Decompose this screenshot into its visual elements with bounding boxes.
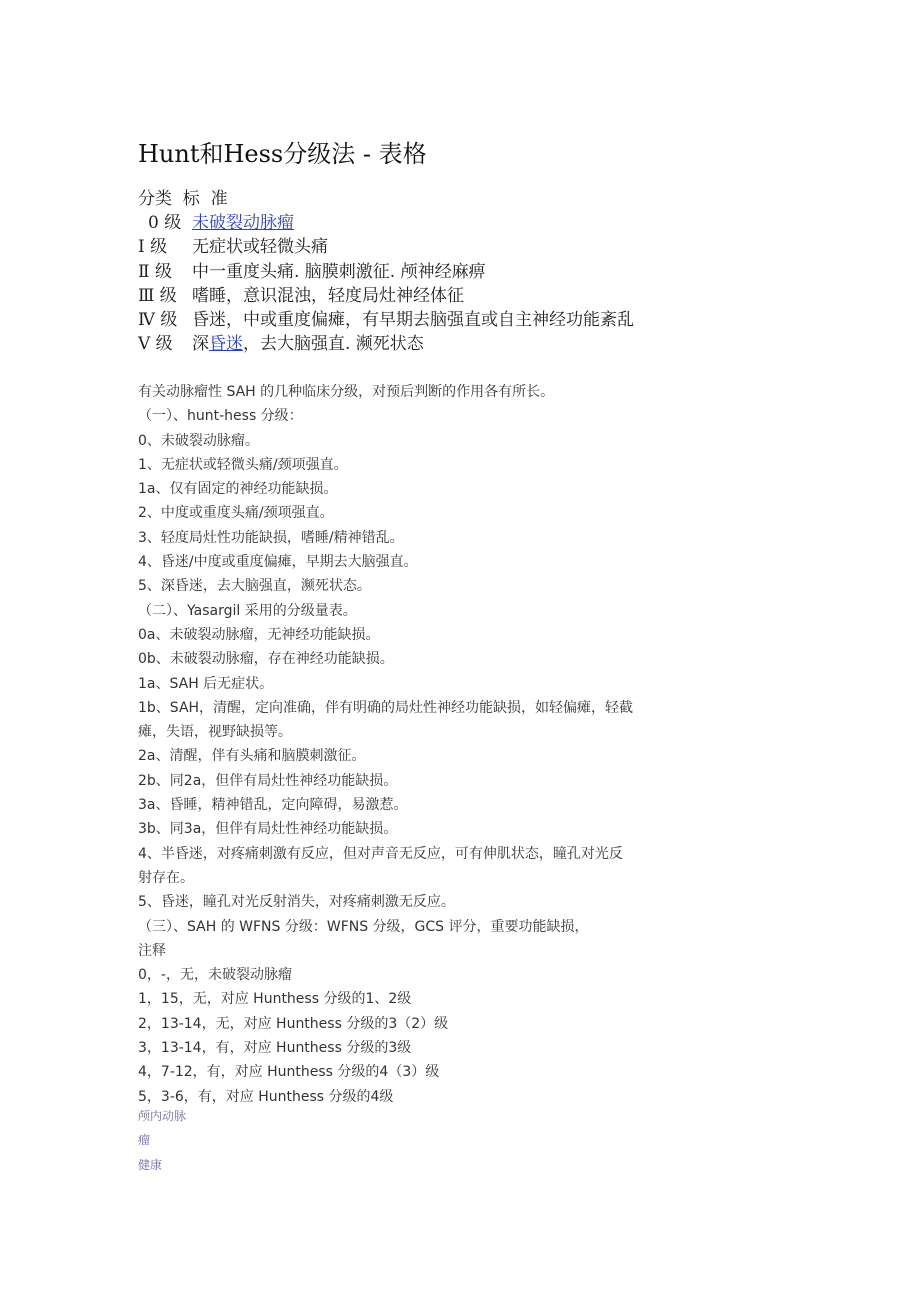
note-line: 2b、同2a，但伴有局灶性神经功能缺损。	[138, 772, 398, 789]
grade-description: 昏迷，中或重度偏瘫，有早期去脑强直或自主神经功能紊乱	[192, 309, 634, 330]
note-line: 4、半昏迷，对疼痛刺激有反应，但对声音无反应，可有伸肌状态，瞳孔对光反	[138, 845, 623, 862]
grade-description: 中一重度头痛. 脑膜刺激征. 颅神经麻痹	[192, 261, 486, 282]
note-line: 1、无症状或轻微头痛/颈项强直。	[138, 456, 348, 473]
footer-link[interactable]: 健康	[138, 1157, 163, 1172]
grade-link-coma[interactable]: 昏迷	[209, 334, 243, 355]
grade-table-header: 分类 标 准	[138, 189, 228, 209]
footer-link[interactable]: 瘤	[138, 1133, 151, 1148]
note-line: 1，15，无，对应 Hunthess 分级的1、2级	[138, 991, 412, 1008]
note-line: 5、昏迷，瞳孔对光反射消失，对疼痛刺激无反应。	[138, 894, 455, 911]
grade-label: Ⅱ 级	[138, 261, 172, 282]
note-line: （二）、Yasargil 采用的分级量表。	[138, 602, 357, 619]
grade-label: Ⅳ 级	[138, 309, 178, 330]
note-line: 2a、清醒，伴有头痛和脑膜刺激征。	[138, 748, 366, 765]
notes-section	[138, 380, 738, 1109]
grade-label: Ⅴ 级	[138, 334, 173, 355]
grade-row	[138, 260, 634, 284]
note-line: 5，3-6，有，对应 Hunthess 分级的4级	[138, 1088, 394, 1105]
note-line: 2，13-14，无，对应 Hunthess 分级的3（2）级	[138, 1015, 449, 1032]
note-line: （三）、SAH 的 WFNS 分级：WFNS 分级，GCS 评分，重要功能缺损，	[138, 918, 589, 935]
grade-label: Ⅰ 级	[138, 237, 168, 258]
grade-row	[138, 211, 634, 235]
note-line: 0b、未破裂动脉瘤，存在神经功能缺损。	[138, 651, 394, 668]
note-line: 3、轻度局灶性功能缺损，嗜睡/精神错乱。	[138, 529, 404, 546]
note-line: 3a、昏睡，精神错乱，定向障碍，易激惹。	[138, 797, 408, 814]
grade-table	[138, 187, 634, 356]
grade-row	[138, 308, 634, 332]
note-line: 4、昏迷/中度或重度偏瘫，早期去大脑强直。	[138, 554, 418, 571]
note-line: 1a、仅有固定的神经功能缺损。	[138, 481, 338, 498]
grade-description: 嗜睡，意识混浊，轻度局灶神经体征	[192, 285, 464, 306]
note-line: 射存在。	[138, 869, 194, 886]
grade-row	[138, 332, 634, 356]
note-line: 注释	[138, 942, 166, 959]
page-title: Hunt和Hess分级法 - 表格	[138, 140, 427, 168]
grade-row	[138, 235, 634, 259]
grade-label: 0 级	[148, 213, 182, 234]
grade-description: ，去大脑强直. 濒死状态	[243, 334, 424, 355]
note-line: 0、未破裂动脉瘤。	[138, 432, 259, 449]
note-line: 2、中度或重度头痛/颈项强直。	[138, 505, 334, 522]
note-line: 4，7-12，有，对应 Hunthess 分级的4（3）级	[138, 1064, 440, 1081]
footer-links	[138, 1104, 186, 1177]
note-line: 3，13-14，有，对应 Hunthess 分级的3级	[138, 1040, 412, 1057]
note-line: 1a、SAH 后无症状。	[138, 675, 274, 692]
note-line: 瘫，失语，视野缺损等。	[138, 724, 292, 741]
note-line: 1b、SAH，清醒，定向准确，伴有明确的局灶性神经功能缺损，如轻偏瘫，轻截	[138, 699, 634, 716]
footer-link[interactable]: 颅内动脉	[138, 1109, 187, 1123]
note-line: （一）、hunt-hess 分级：	[138, 408, 303, 425]
note-line: 0，-，无，未破裂动脉瘤	[138, 967, 292, 984]
grade-link-unruptured-aneurysm[interactable]: 未破裂动脉瘤	[192, 213, 294, 234]
grade-description: 无症状或轻微头痛	[192, 237, 328, 258]
grade-description: 深	[192, 334, 209, 355]
note-line: 0a、未破裂动脉瘤，无神经功能缺损。	[138, 626, 380, 643]
note-line: 有关动脉瘤性 SAH 的几种临床分级，对预后判断的作用各有所长。	[138, 384, 555, 400]
note-line: 3b、同3a，但伴有局灶性神经功能缺损。	[138, 821, 398, 838]
grade-row	[138, 284, 634, 308]
note-line: 5、深昏迷，去大脑强直，濒死状态。	[138, 578, 371, 595]
grade-label: Ⅲ 级	[138, 285, 177, 306]
